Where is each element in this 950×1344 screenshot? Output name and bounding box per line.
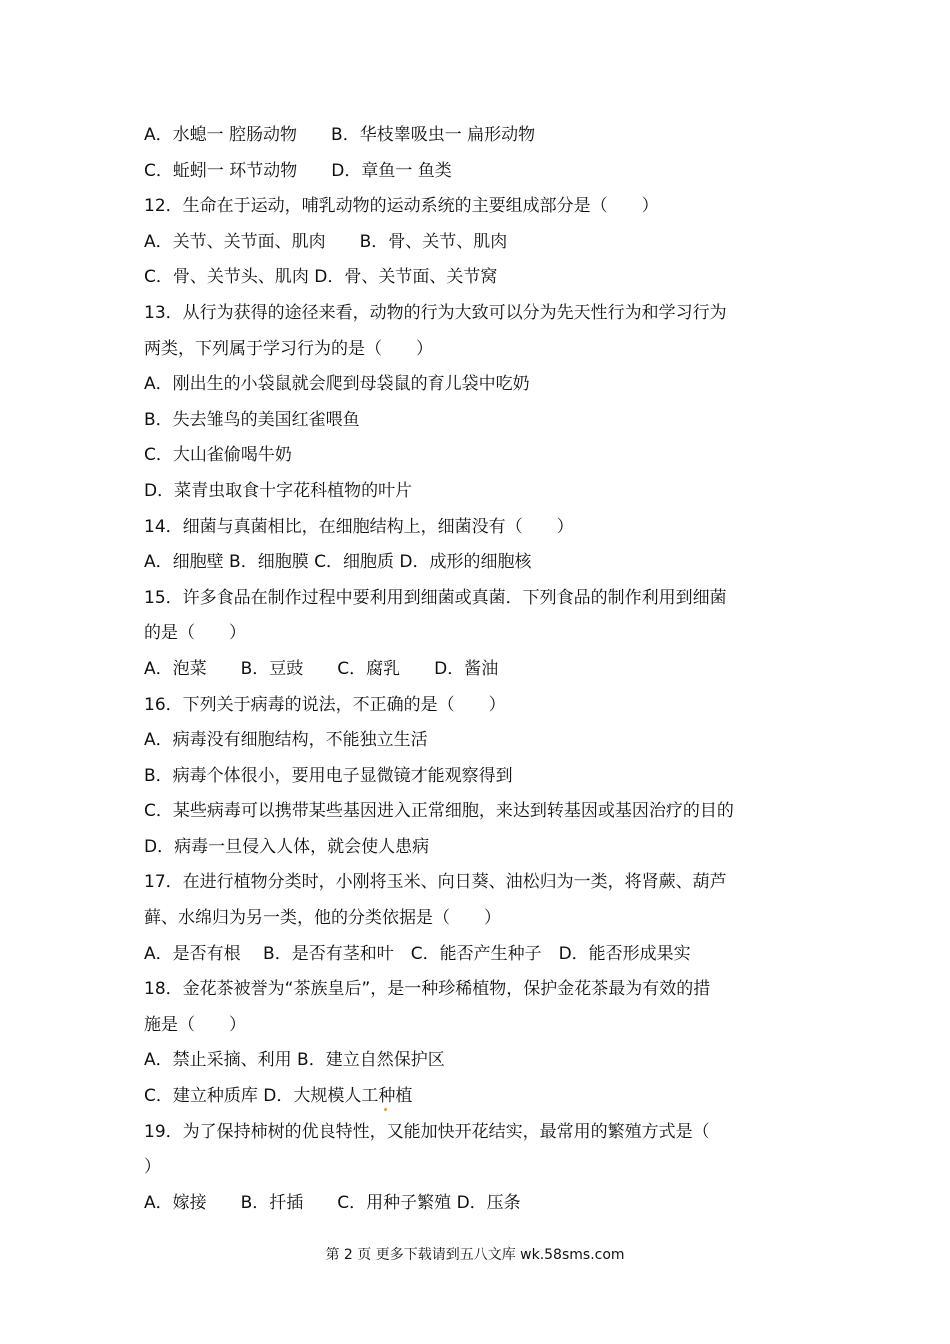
- text-line: 施是（ ）: [144, 1014, 246, 1035]
- text-line: A．刚出生的小袋鼠就会爬到母袋鼠的育儿袋中吃奶: [144, 374, 530, 395]
- text-line: C．大山雀偷喝牛奶: [144, 445, 292, 466]
- text-line: B．失去雏鸟的美国红雀喂鱼: [144, 409, 360, 430]
- text-line: 的是（ ）: [144, 623, 246, 644]
- text-line: 16．下列关于病毒的说法，不正确的是（ ）: [144, 694, 506, 715]
- text-line: C．骨、关节头、肌肉 D．骨、关节面、关节窝: [144, 267, 498, 288]
- text-line: C．某些病毒可以携带某些基因进入正常细胞，来达到转基因或基因治疗的目的: [144, 801, 734, 822]
- text-line: 18．金花茶被誉为“茶族皇后”，是一种珍稀植物，保护金花茶最为有效的措: [144, 979, 711, 1000]
- text-line: A．嫁接 B．扦插 C．用种子繁殖 D．压条: [144, 1192, 521, 1213]
- text-line: 13．从行为获得的途径来看，动物的行为大致可以分为先天性行为和学习行为: [144, 302, 727, 323]
- text-line: C．蚯蚓一 环节动物 D．章鱼一 鱼类: [144, 160, 452, 181]
- stray-mark: [384, 1108, 387, 1111]
- text-line: A．水螅一 腔肠动物 B．华枝睾吸虫一 扁形动物: [144, 125, 536, 145]
- text-line: A．泡菜 B．豆豉 C．腐乳 D．酱油: [144, 658, 499, 679]
- text-line: 15．许多食品在制作过程中要利用到细菌或真菌．下列食品的制作利用到细菌: [144, 587, 727, 608]
- text-line: 藓、水绵归为另一类，他的分类依据是（ ）: [144, 908, 501, 929]
- text-line: B．病毒个体很小，要用电子显微镜才能观察得到: [144, 765, 513, 786]
- page-footer: 第 2 页 更多下载请到五八文库 wk.58sms.com: [325, 1247, 625, 1263]
- text-line: A．禁止采摘、利用 B．建立自然保护区: [144, 1050, 445, 1071]
- text-line: 19．为了保持柿树的优良特性，又能加快开花结实，最常用的繁殖方式是（: [144, 1121, 710, 1142]
- text-line: D．病毒一旦侵入人体，就会使人患病: [144, 836, 430, 857]
- text-line: 两类，下列属于学习行为的是（ ）: [144, 338, 433, 359]
- text-line: 14．细菌与真菌相比，在细胞结构上，细菌没有（ ）: [144, 516, 574, 537]
- text-line: A．细胞壁 B．细胞膜 C．细胞质 D．成形的细胞核: [144, 552, 532, 573]
- text-line: 12．生命在于运动，哺乳动物的运动系统的主要组成部分是（ ）: [144, 196, 659, 217]
- question-content: [144, 118, 814, 1221]
- text-line: A．病毒没有细胞结构，不能独立生活: [144, 730, 428, 751]
- text-line: 17．在进行植物分类时，小刚将玉米、向日葵、油松归为一类，将肾蕨、葫芦: [144, 872, 727, 893]
- text-line: A．关节、关节面、肌肉 B．骨、关节、肌肉: [144, 231, 508, 252]
- text-line: D．菜青虫取食十字花科植物的叶片: [144, 480, 413, 501]
- text-line: A．是否有根 B．是否有茎和叶 C．能否产生种子 D．能否形成果实: [144, 943, 691, 964]
- text-line: ）: [144, 1157, 161, 1178]
- text-line: C．建立种质库 D．大规模人工种植: [144, 1086, 413, 1107]
